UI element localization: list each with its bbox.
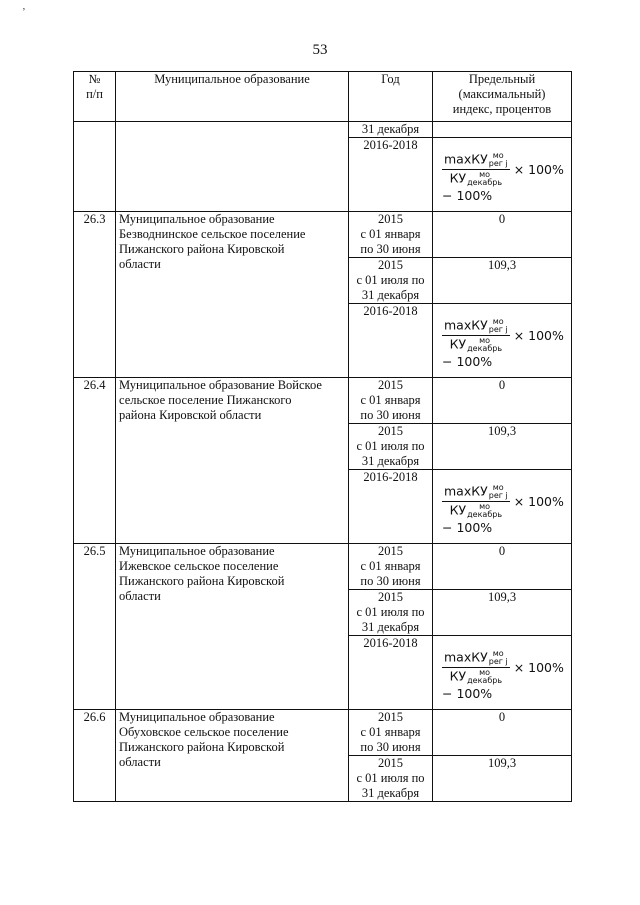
- header-index: Предельный (максимальный) индекс, процентов: [433, 72, 572, 122]
- header-mo: Муниципальное образование: [116, 72, 349, 122]
- formula-cell: [433, 470, 572, 544]
- year-cell: 2015 с 01 июля по 31 декабря: [349, 590, 433, 636]
- index-formula: maxКУ мо peг j КУ мо декабрь × 100% − 100%: [442, 483, 564, 535]
- year-cell: 2016-2018: [349, 304, 433, 378]
- value-cell: 109,3: [433, 590, 572, 636]
- index-formula: maxКУ мо peг j КУ мо декабрь × 100% − 100%: [442, 649, 564, 701]
- value-cell: 109,3: [433, 756, 572, 802]
- index-formula: maxКУ мо peг j КУ мо декабрь × 100% − 100%: [442, 151, 564, 203]
- mo-name: Муниципальное образование Ижевское сельское поселение Пижанского района Кировской области: [116, 544, 349, 710]
- row-num: 26.6: [74, 710, 116, 802]
- year-cell: 2016-2018: [349, 636, 433, 710]
- page-number: 53: [312, 42, 328, 58]
- value-cell: 109,3: [433, 258, 572, 304]
- value-cell: [433, 122, 572, 138]
- cont-mo-cell: [116, 122, 349, 212]
- year-cell: 2015 с 01 июля по 31 декабря: [349, 424, 433, 470]
- cont-num-cell: [74, 122, 116, 212]
- year-cell: 2015 с 01 января по 30 июня: [349, 212, 433, 258]
- row-num: 26.5: [74, 544, 116, 710]
- year-cell: 2016-2018: [349, 138, 433, 212]
- mo-name: Муниципальное образование Обуховское сельское поселение Пижанского района Кировской области: [116, 710, 349, 802]
- value-cell: 0: [433, 378, 572, 424]
- header-year: Год: [349, 72, 433, 122]
- corner-mark: ’: [22, 6, 26, 18]
- mo-name: Муниципальное образование Войское сельское поселение Пижанского района Кировской области: [116, 378, 349, 544]
- year-cell: 2015 с 01 января по 30 июня: [349, 710, 433, 756]
- year-cell: 2015 с 01 января по 30 июня: [349, 378, 433, 424]
- table-row: [74, 378, 572, 424]
- formula-cell: [433, 304, 572, 378]
- row-num: 26.4: [74, 378, 116, 544]
- table-header-row: [74, 72, 572, 122]
- year-cell: 2016-2018: [349, 470, 433, 544]
- table-row: [74, 710, 572, 756]
- row-num: 26.3: [74, 212, 116, 378]
- header-num: № п/п: [74, 72, 116, 122]
- formula-cell: [433, 138, 572, 212]
- table-row: [74, 544, 572, 590]
- table-row: [74, 212, 572, 258]
- formula-cell: [433, 636, 572, 710]
- value-cell: 0: [433, 212, 572, 258]
- year-cell: 2015 с 01 июля по 31 декабря: [349, 258, 433, 304]
- value-cell: 0: [433, 544, 572, 590]
- mo-name: Муниципальное образование Безводнинское сельское поселение Пижанского района Кировской области: [116, 212, 349, 378]
- table-row: [74, 122, 572, 138]
- year-cell: 2015 с 01 июля по 31 декабря: [349, 756, 433, 802]
- year-cell: 31 декабря: [349, 122, 433, 138]
- value-cell: 0: [433, 710, 572, 756]
- year-cell: 2015 с 01 января по 30 июня: [349, 544, 433, 590]
- tariff-index-table: [73, 71, 572, 802]
- index-formula: maxКУ мо peг j КУ мо декабрь × 100% − 100%: [442, 317, 564, 369]
- value-cell: 109,3: [433, 424, 572, 470]
